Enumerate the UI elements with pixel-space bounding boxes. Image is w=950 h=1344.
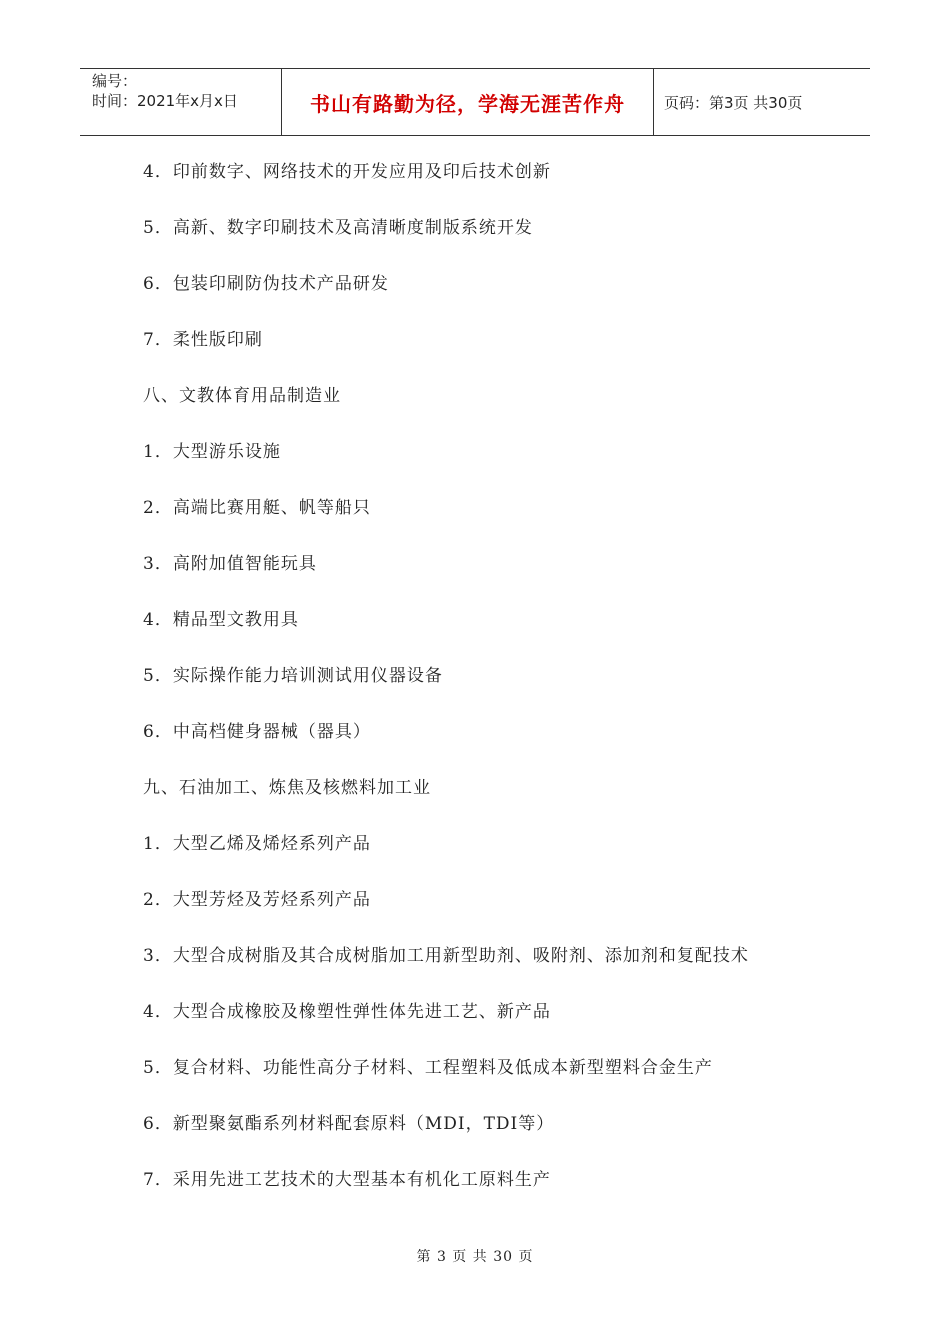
list-item: 1．大型游乐设施	[143, 442, 281, 462]
document-time-label: 时间：2021年x月x日	[92, 92, 238, 110]
list-item: 4．印前数字、网络技术的开发应用及印后技术创新	[143, 162, 551, 182]
list-item: 5．复合材料、功能性高分子材料、工程塑料及低成本新型塑料合金生产	[143, 1058, 713, 1078]
header-motto: 书山有路勤为径，学海无涯苦作舟	[282, 69, 654, 135]
list-item: 6．中高档健身器械（器具）	[143, 722, 371, 742]
list-item: 6．新型聚氨酯系列材料配套原料（MDI，TDI等）	[143, 1114, 555, 1134]
list-item: 6．包装印刷防伪技术产品研发	[143, 274, 389, 294]
list-item: 5．实际操作能力培训测试用仪器设备	[143, 666, 443, 686]
list-item: 3．高附加值智能玩具	[143, 554, 317, 574]
list-item: 4．大型合成橡胶及橡塑性弹性体先进工艺、新产品	[143, 1002, 551, 1022]
list-item: 2．大型芳烃及芳烃系列产品	[143, 890, 371, 910]
list-item: 5．高新、数字印刷技术及高清晰度制版系统开发	[143, 218, 533, 238]
document-body	[143, 158, 843, 1222]
list-item: 2．高端比赛用艇、帆等船只	[143, 498, 371, 518]
page-header	[80, 68, 870, 136]
list-item: 4．精品型文教用具	[143, 610, 299, 630]
header-page-info: 页码：第3页 共30页	[664, 93, 803, 112]
list-item: 3．大型合成树脂及其合成树脂加工用新型助剂、吸附剂、添加剂和复配技术	[143, 946, 749, 966]
section-heading: 九、石油加工、炼焦及核燃料加工业	[143, 778, 431, 798]
header-meta	[80, 69, 282, 135]
section-heading: 八、文教体育用品制造业	[143, 386, 341, 406]
list-item: 1．大型乙烯及烯烃系列产品	[143, 834, 371, 854]
page-footer: 第 3 页 共 30 页	[416, 1249, 534, 1265]
document-number-label: 编号：	[92, 72, 138, 90]
list-item: 7．柔性版印刷	[143, 330, 263, 350]
list-item: 7．采用先进工艺技术的大型基本有机化工原料生产	[143, 1170, 551, 1190]
